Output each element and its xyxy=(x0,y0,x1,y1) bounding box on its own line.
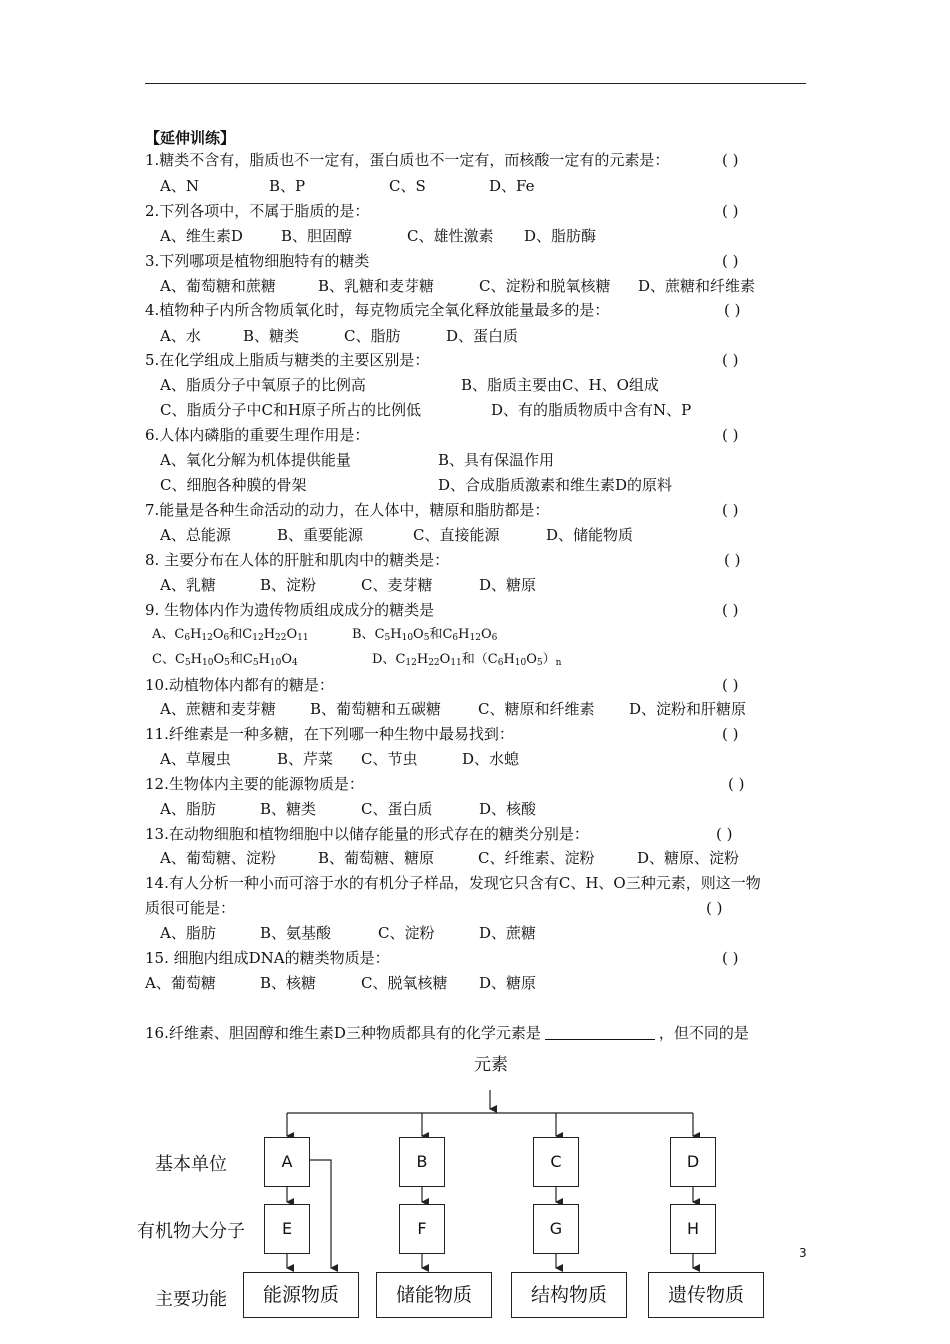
q10-option-b: B、葡萄糖和五碳糖 xyxy=(310,700,442,718)
q9-option-a: A、$C_6H_{12}O_6$和$C_{12}H_{22}O_{11}$ xyxy=(152,627,309,643)
q15-option-d: D、糖原 xyxy=(479,974,537,992)
q14-option-b: B、氨基酸 xyxy=(260,924,332,942)
q2-option-d: D、脂肪酶 xyxy=(524,227,597,245)
unit-box-d: D xyxy=(670,1137,716,1187)
q3-option-b: B、乳糖和麦芽糖 xyxy=(318,277,435,295)
unit-box-b: B xyxy=(399,1137,445,1187)
unit-box-a: A xyxy=(264,1137,310,1187)
q16-suffix: ，但不同的是 xyxy=(658,1024,749,1042)
question-8-stem: 8. 主要分布在人体的肝脏和肌肉中的糖类是： xyxy=(145,551,450,569)
question-10-answer-paren: ( ) xyxy=(722,676,739,694)
q9-option-b: B、$C_5H_{10}O_5$和$C_6H_{12}O_6$ xyxy=(352,627,498,643)
q9-option-c: C、$C_5H_{10}O_5$和$C_5H_{10}O_4$ xyxy=(152,652,298,668)
question-3-answer-paren: ( ) xyxy=(722,252,739,270)
q10-option-a: A、蔗糖和麦芽糖 xyxy=(160,700,276,718)
q12-option-c: C、蛋白质 xyxy=(361,800,433,818)
q7-option-b: B、重要能源 xyxy=(277,526,364,544)
diagram-elements-label: 元素 xyxy=(474,1055,508,1075)
question-12-answer-paren: ( ) xyxy=(728,775,745,793)
question-9-stem: 9. 生物体内作为遗传物质组成成分的糖类是 xyxy=(145,601,435,619)
q4-option-a: A、水 xyxy=(160,327,201,345)
q3-option-a: A、葡萄糖和蔗糖 xyxy=(160,277,276,295)
question-4-answer-paren: ( ) xyxy=(724,301,741,319)
q11-option-c: C、节虫 xyxy=(361,750,418,768)
q14-option-a: A、脂肪 xyxy=(160,924,216,942)
q10-option-c: C、糖原和纤维素 xyxy=(478,700,595,718)
function-box-storage: 储能物质 xyxy=(376,1272,492,1318)
q5-option-c: C、脂质分子中C和H原子所占的比例低 xyxy=(160,401,422,419)
q5-option-d: D、有的脂质物质中含有N、P xyxy=(491,401,692,419)
question-6-stem: 6.人体内磷脂的重要生理作用是： xyxy=(145,426,370,444)
q8-option-b: B、淀粉 xyxy=(260,576,317,594)
q6-option-c: C、细胞各种膜的骨架 xyxy=(160,476,307,494)
q7-option-a: A、总能源 xyxy=(160,526,231,544)
q15-option-c: C、脱氧核糖 xyxy=(361,974,448,992)
q2-option-a: A、维生素D xyxy=(160,227,243,245)
q12-option-b: B、糖类 xyxy=(260,800,317,818)
question-2-answer-paren: ( ) xyxy=(722,202,739,220)
row-label-basic-unit: 基本单位 xyxy=(155,1154,227,1175)
macro-box-f: F xyxy=(399,1204,445,1254)
question-1-answer-paren: ( ) xyxy=(722,151,739,169)
q14-option-c: C、淀粉 xyxy=(378,924,435,942)
question-2-stem: 2.下列各项中，不属于脂质的是： xyxy=(145,202,370,220)
q4-option-d: D、蛋白质 xyxy=(446,327,519,345)
question-6-answer-paren: ( ) xyxy=(722,426,739,444)
q15-option-b: B、核糖 xyxy=(260,974,317,992)
question-15-stem: 15. 细胞内组成DNA的糖类物质是： xyxy=(145,949,390,967)
q6-option-d: D、合成脂质激素和维生素D的原料 xyxy=(438,476,673,494)
q9-option-d: D、$C_{12}H_{22}O_{11}$和$(C_6H_{10}O_5)_n$ xyxy=(372,652,562,668)
q13-option-c: C、纤维素、淀粉 xyxy=(478,849,595,867)
q8-option-c: C、麦芽糖 xyxy=(361,576,433,594)
q11-option-b: B、芹菜 xyxy=(277,750,334,768)
macro-box-h: H xyxy=(670,1204,716,1254)
q12-option-d: D、核酸 xyxy=(479,800,537,818)
question-5-stem: 5.在化学组成上脂质与糖类的主要区别是： xyxy=(145,351,430,369)
question-11-answer-paren: ( ) xyxy=(722,725,739,743)
question-1-stem: 1.糖类不含有，脂质也不一定有，蛋白质也不一定有，而核酸一定有的元素是： xyxy=(145,151,670,169)
q7-option-c: C、直接能源 xyxy=(413,526,500,544)
function-box-energy: 能源物质 xyxy=(243,1272,359,1318)
q2-option-b: B、胆固醇 xyxy=(281,227,353,245)
question-5-answer-paren: ( ) xyxy=(722,351,739,369)
row-label-main-function: 主要功能 xyxy=(155,1289,227,1310)
macro-box-g: G xyxy=(533,1204,579,1254)
question-14-answer-paren: ( ) xyxy=(706,899,723,917)
q3-option-d: D、蔗糖和纤维素 xyxy=(638,277,756,295)
q13-option-b: B、葡萄糖、糖原 xyxy=(318,849,435,867)
q12-option-a: A、脂肪 xyxy=(160,800,216,818)
q16-prefix: 16.纤维素、胆固醇和维生素D三种物质都具有的化学元素是 xyxy=(145,1024,541,1042)
unit-box-c: C xyxy=(533,1137,579,1187)
q1-option-d: D、Fe xyxy=(489,177,535,195)
q1-option-c: C、S xyxy=(389,177,426,195)
q3-option-c: C、淀粉和脱氧核糖 xyxy=(479,277,611,295)
question-3-stem: 3.下列哪项是植物细胞特有的糖类 xyxy=(145,252,370,270)
question-11-stem: 11.纤维素是一种多糖，在下列哪一种生物中最易找到： xyxy=(145,725,514,743)
question-13-answer-paren: ( ) xyxy=(716,825,733,843)
question-10-stem: 10.动植物体内都有的糖是： xyxy=(145,676,334,694)
q13-option-d: D、糖原、淀粉 xyxy=(637,849,740,867)
question-7-stem: 7.能量是各种生命活动的动力，在人体中，糖原和脂肪都是： xyxy=(145,501,550,519)
q4-option-b: B、糖类 xyxy=(243,327,300,345)
q11-option-d: D、水螅 xyxy=(462,750,520,768)
macro-box-e: E xyxy=(264,1204,310,1254)
q2-option-c: C、雄性激素 xyxy=(407,227,494,245)
q15-option-a: A、葡萄糖 xyxy=(145,974,216,992)
q14-option-d: D、蔗糖 xyxy=(479,924,537,942)
function-box-genetic: 遗传物质 xyxy=(648,1272,764,1318)
question-15-answer-paren: ( ) xyxy=(722,949,739,967)
question-13-stem: 13.在动物细胞和植物细胞中以储存能量的形式存在的糖类分别是： xyxy=(145,825,589,843)
question-4-stem: 4.植物种子内所含物质氧化时，每克物质完全氧化释放能量最多的是： xyxy=(145,301,610,319)
row-label-macromolecule: 有机物大分子 xyxy=(137,1221,245,1242)
question-14-stem: 14.有人分析一种小而可溶于水的有机分子样品，发现它只含有C、H、O三种元素，则这一物 xyxy=(145,874,761,892)
q13-option-a: A、葡萄糖、淀粉 xyxy=(160,849,276,867)
q8-option-d: D、糖原 xyxy=(479,576,537,594)
q4-option-c: C、脂肪 xyxy=(344,327,401,345)
q5-option-b: B、脂质主要由C、H、O组成 xyxy=(461,376,659,394)
function-box-structure: 结构物质 xyxy=(511,1272,627,1318)
q8-option-a: A、乳糖 xyxy=(160,576,216,594)
arrow-a-to-energy xyxy=(310,1160,331,1268)
q7-option-d: D、储能物质 xyxy=(546,526,634,544)
q5-option-a: A、脂质分子中氧原子的比例高 xyxy=(160,376,366,394)
page-number: 3 xyxy=(799,1246,807,1260)
q11-option-a: A、草履虫 xyxy=(160,750,231,768)
q1-option-a: A、N xyxy=(160,177,199,195)
question-8-answer-paren: ( ) xyxy=(724,551,741,569)
question-9-answer-paren: ( ) xyxy=(722,601,739,619)
section-title: 【延伸训练】 xyxy=(145,129,236,147)
q6-option-b: B、具有保温作用 xyxy=(438,451,555,469)
q10-option-d: D、淀粉和肝糖原 xyxy=(629,700,747,718)
question-7-answer-paren: ( ) xyxy=(722,501,739,519)
q1-option-b: B、P xyxy=(269,177,306,195)
question-12-stem: 12.生物体内主要的能源物质是： xyxy=(145,775,364,793)
question-14-stem-cont: 质很可能是： xyxy=(145,899,236,917)
q6-option-a: A、氧化分解为机体提供能量 xyxy=(160,451,351,469)
